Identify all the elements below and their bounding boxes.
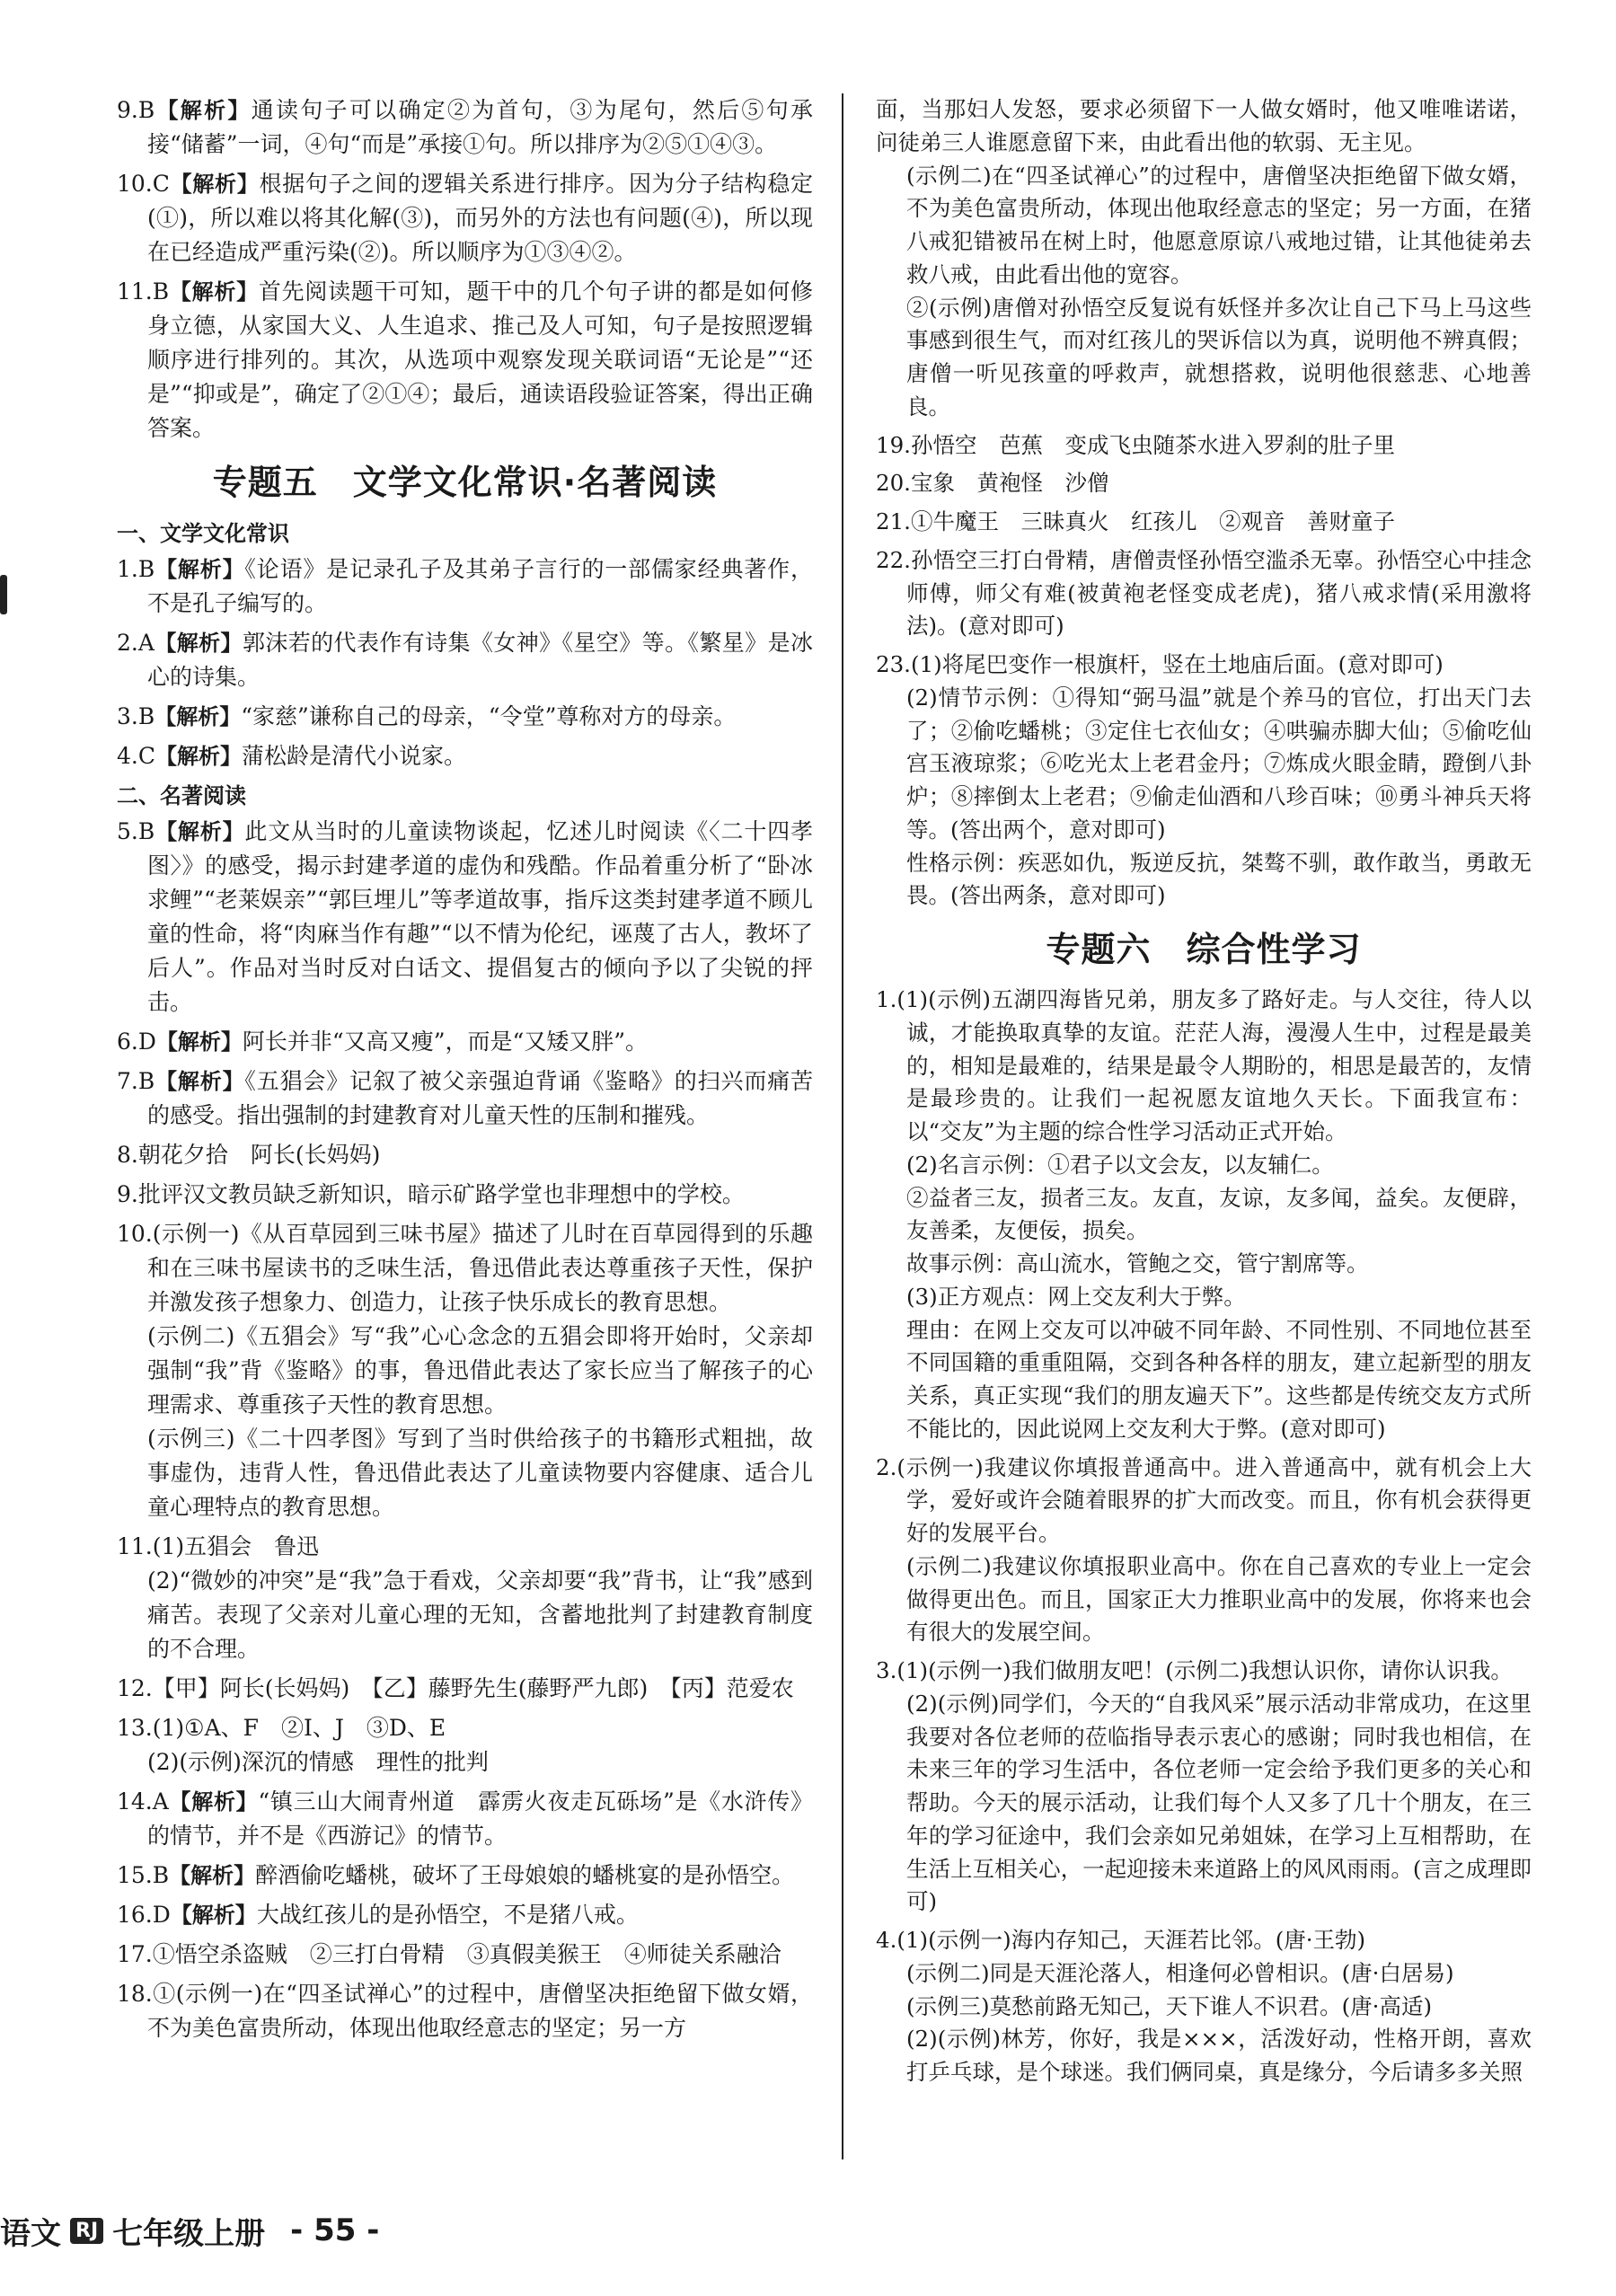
answer-number: 14.A: [117, 1788, 169, 1815]
answer-text: 批评汉文教员缺乏新知识，暗示矿路学堂也非理想中的学校。: [137, 1181, 745, 1207]
answer-item: [117, 1217, 813, 1524]
answer-line: [876, 1248, 1532, 1281]
answer-item: [876, 506, 1532, 539]
answer-text: (2)“微妙的冲突”是“我”急于看戏，父亲却要“我”背书，让“我”感到痛苦。表现了父亲对儿童心理的无知，含蓄地批判了封建教育制度的不合理。: [147, 1567, 813, 1662]
answer-number: 23.: [876, 651, 911, 677]
answer-line: [876, 1550, 1532, 1649]
answer-line: [876, 467, 1532, 500]
answer-number: 12.: [117, 1675, 153, 1701]
answer-number: 17.: [117, 1941, 153, 1967]
answer-text: 故事示例：高山流水，管鲍之交，管宁割席等。: [906, 1250, 1369, 1276]
answer-text: 蒲松龄是清代小说家。: [241, 743, 466, 769]
answer-item: [117, 1178, 813, 1212]
section-heading: 二、名著阅读: [117, 783, 246, 808]
answer-line: [876, 1149, 1532, 1182]
answer-text: 【甲】阿长(长妈妈) 【乙】藤野先生(藤野严九郎) 【丙】范爱农: [152, 1675, 794, 1701]
analysis-tag: 【解析】: [155, 704, 242, 729]
answer-text: (示例二)《五猖会》写“我”心心念念的五猖会即将开始时，父亲却强制“我”背《鉴略》的事，鲁迅借此表达了家长应当了解孩子的心理需求、尊重孩子天性的教育思想。: [147, 1323, 813, 1417]
answer-text: (1)五猖会 鲁迅: [152, 1533, 320, 1559]
answer-line: [876, 1991, 1532, 2024]
answer-list: [117, 93, 813, 446]
answer-text: 通读句子可以确定②为首句，③为尾句，然后⑤句承接“储蓄”一词，④句“而是”承接①句。所以排序为②⑤①④③。: [147, 97, 813, 157]
answer-line: [117, 167, 813, 269]
answer-number: 4.: [876, 1927, 897, 1953]
answer-line: [117, 739, 813, 773]
answer-line: [876, 1924, 1532, 1957]
answer-item: [117, 552, 813, 621]
answer-text: 郭沫若的代表作有诗集《女神》《星空》等。《繁星》是冰心的诗集。: [147, 630, 813, 690]
answer-text: ①悟空杀盗贼 ②三打白骨精 ③真假美猴王 ④师徒关系融洽: [152, 1941, 782, 1967]
answer-list: [876, 93, 1532, 913]
answer-number: 9.B: [117, 97, 155, 123]
answer-item: [117, 815, 813, 1020]
answer-line: [876, 1314, 1532, 1446]
answer-number: 3.: [876, 1657, 897, 1683]
edition-badge: RJ: [70, 2218, 103, 2244]
answer-line: [876, 292, 1532, 424]
answer-text: ②(示例)唐僧对孙悟空反复说有妖怪并多次让自己下马上马这些事感到很生气，而对红孩儿的哭诉信以为真，说明他不辨真假；唐僧一听见孩童的呼救声，就想搭救，说明他很慈悲、心地善良。: [906, 294, 1532, 419]
answer-text: 根据句子之间的逻辑关系进行排序。因为分子结构稳定(①)，所以难以将其化解(③)，而另外的方法也有问题(④)，所以现在已经造成严重污染(②)。所以顺序为①③④②。: [147, 171, 813, 265]
answer-text: (2)情节示例：①得知“弼马温”就是个养马的官位，打出天门去了；②偷吃蟠桃；③定住七衣仙女；④哄骗赤脚大仙；⑤偷吃仙宫玉液琼浆；⑥吃光太上老君金丹；⑦炼成火眼金睛，蹬倒八卦炉；⑧摔倒太上老君；⑨偷走仙酒和八珍百味；⑩勇斗神兵天将等。(答出两个，意对即可): [906, 684, 1532, 843]
answer-item: [876, 649, 1532, 913]
answer-text: 此文从当时的儿童读物谈起，忆述儿时阅读《〈二十四孝图〉》的感受，揭示封建孝道的虚伪和残酷。作品着重分析了“卧冰求鲤”“老莱娱亲”“郭巨埋儿”等孝道故事，指斥这类封建孝道不顾儿童的性命，将“肉麻当作有趣”“以不情为伦纪，诬蔑了古人，教坏了后人”。作品对当时反对白话文、提倡复古的倾向予以了尖锐的抨击。: [147, 818, 813, 1015]
answer-line: [876, 506, 1532, 539]
answer-text: “镇三山大闹青州道 霹雳火夜走瓦砾场”是《水浒传》的情节，并不是《西游记》的情节。: [147, 1788, 813, 1849]
answer-item: [117, 1785, 813, 1853]
answer-line: [117, 1422, 813, 1524]
answer-number: 18.: [117, 1981, 153, 2007]
answer-item: [117, 700, 813, 734]
answer-number: 7.B: [117, 1068, 155, 1094]
answer-line: [876, 544, 1532, 643]
answer-item: [117, 1064, 813, 1133]
answer-line: [117, 1938, 813, 1972]
answer-item: [117, 1711, 813, 1779]
right-column: [876, 93, 1532, 2095]
topic-five-title: 专题五 文学文化常识·名著阅读: [212, 463, 718, 502]
answer-number: 11.: [117, 1533, 153, 1559]
answer-item: [117, 275, 813, 446]
answer-text: (示例二)同是天涯沦落人，相逢何必曾相识。(唐·白居易): [906, 1959, 1454, 1986]
answer-text: (示例二)我建议你填报职业高中。你在自己喜欢的专业上一定会做得更出色。而且，国家正大力推职业高中的发展，你将来也会有很大的发展空间。: [906, 1552, 1532, 1646]
answer-number: 5.B: [117, 818, 155, 844]
answer-line: [117, 1138, 813, 1172]
answer-line: [117, 1785, 813, 1853]
answer-item: [117, 1530, 813, 1666]
answer-text: 理由：在网上交友可以冲破不同年龄、不同性别、不同地位甚至不同国籍的重重阻隔，交到各种各样的朋友，建立起新型的朋友关系，真正实现“我们的朋友遍天下”。这些都是传统交友方式所不能比的，因此说网上交友利大于弊。(意对即可): [906, 1316, 1532, 1442]
answer-number: 22.: [876, 546, 911, 573]
answer-text: (3)正方观点：网上交友利大于弊。: [906, 1283, 1246, 1310]
answer-number: 6.D: [117, 1029, 156, 1055]
answer-line: [117, 626, 813, 694]
analysis-tag: 【解析】: [155, 744, 242, 769]
section-heading: 一、文学文化常识: [117, 521, 289, 546]
answer-line: [876, 1452, 1532, 1550]
answer-number: 1.B: [117, 556, 155, 582]
answer-item: [117, 1859, 813, 1893]
edge-mark: [0, 575, 7, 614]
answer-line: [117, 1859, 813, 1893]
answer-number: 16.D: [117, 1902, 171, 1928]
answer-item: [117, 1977, 813, 2045]
left-column: [117, 93, 813, 2051]
answer-item: [117, 1138, 813, 1172]
answer-number: 10.C: [117, 171, 170, 197]
answer-number: 2.A: [117, 630, 155, 656]
answer-line: [117, 275, 813, 446]
answer-number: 11.B: [117, 278, 170, 305]
answer-text: (2)(示例)深沉的情感 理性的批判: [147, 1749, 489, 1775]
analysis-tag: 【解析】: [169, 1863, 256, 1888]
answer-number: 9.: [117, 1181, 138, 1207]
answer-text: (2)(示例)同学们，今天的“自我风采”展示活动非常成功，在这里我要对各位老师的莅临指导表示衷心的感谢；同时我也相信，在未来三年的学习生活中，各位老师一定会给予我们更多的关心和帮助。今天的展示活动，让我们每个人又多了几十个朋友，在三年的学习征途中，我们会亲如兄弟姐妹，在学习上互相帮助，在生活上互相关心，一起迎接未来道路上的风风雨雨。(言之成理即可): [906, 1690, 1532, 1915]
answer-item: [117, 626, 813, 694]
answer-text: 阿长并非“又高又瘦”，而是“又矮又胖”。: [242, 1029, 649, 1055]
answer-text: 《五猖会》记叙了被父亲强迫背诵《鉴略》的扫兴而痛苦的感受。指出强制的封建教育对儿童天性的压制和摧残。: [147, 1068, 813, 1128]
analysis-tag: 【解析】: [155, 1069, 245, 1094]
answer-text: ①(示例一)在“四圣试禅心”的过程中，唐僧坚决拒绝留下做女婿，不为美色富贵所动，体现出他取经意志的坚定；另一方: [147, 1981, 813, 2041]
answer-line: [876, 429, 1532, 463]
answer-number: 20.: [876, 470, 911, 497]
answer-line: [876, 93, 1532, 160]
answer-item: [876, 544, 1532, 643]
answer-line: [876, 160, 1532, 292]
topic-six-title: 专题六 综合性学习: [1046, 930, 1362, 969]
answer-line: [117, 1898, 813, 1932]
answer-item: [117, 1938, 813, 1972]
answer-item: [117, 167, 813, 269]
answer-item: [117, 1025, 813, 1059]
answer-item: [117, 739, 813, 773]
answer-item: [876, 429, 1532, 463]
answer-item: [876, 467, 1532, 500]
answer-line: [117, 815, 813, 1020]
page-footer: [0, 2208, 379, 2253]
answer-text: ①牛魔王 三昧真火 红孩儿 ②观音 善财童子: [910, 508, 1395, 534]
analysis-tag: 【解析】: [155, 1029, 243, 1055]
analysis-tag: 【解析】: [169, 172, 260, 197]
answer-line: [876, 1281, 1532, 1314]
analysis-tag: 【解析】: [155, 98, 252, 123]
answer-line: [876, 1688, 1532, 1919]
answer-item: [876, 1655, 1532, 1919]
answer-line: [117, 1178, 813, 1212]
answer-text: (1)①A、F ②I、J ③D、E: [152, 1715, 446, 1741]
answer-text: 醉酒偷吃蟠桃，破坏了王母娘娘的蟠桃宴的是孙悟空。: [255, 1862, 795, 1888]
answer-item: [876, 93, 1532, 424]
analysis-tag: 【解析】: [155, 557, 245, 582]
answer-text: (2)名言示例：①君子以文会友，以友辅仁。: [906, 1151, 1334, 1178]
answer-number: 4.C: [117, 743, 155, 769]
answer-text: (1)(示例)五湖四海皆兄弟，朋友多了路好走。与人交往，待人以诚，才能换取真挚的友谊。茫茫人海，漫漫人生中，过程是最美的，相知是最难的，结果是最令人期盼的，相思是最苦的，友情是最珍贵的。让我们一起祝愿友谊地久天长。下面我宣布：以“交友”为主题的综合性学习活动正式开始。: [896, 986, 1532, 1144]
page-number: - 55 -: [290, 2212, 380, 2248]
answer-line: [117, 1025, 813, 1059]
answer-text: ②益者三友，损者三友。友直，友谅，友多闻，益矣。友便辟，友善柔，友便佞，损矣。: [906, 1184, 1532, 1244]
answer-text: 面，当那妇人发怒，要求必须留下一人做女婿时，他又唯唯诺诺，问徒弟三人谁愿意留下来，由此看出他的软弱、无主见。: [876, 96, 1532, 155]
answer-text: 《论语》是记录孔子及其弟子言行的一部儒家经典著作，不是孔子编写的。: [147, 556, 813, 616]
answer-line: [117, 552, 813, 621]
answer-number: 1.: [876, 986, 897, 1012]
answer-text: 孙悟空 芭蕉 变成飞虫随茶水进入罗刹的肚子里: [910, 431, 1395, 458]
answer-line: [117, 700, 813, 734]
column-divider: [842, 93, 843, 2159]
analysis-tag: 【解析】: [154, 631, 243, 656]
answer-line: [117, 93, 813, 162]
answer-line: [876, 984, 1532, 1149]
answer-text: (示例二)在“四圣试禅心”的过程中，唐僧坚决拒绝留下做女婿，不为美色富贵所动，体现出他取经意志的坚定；另一方面，在猪八戒犯错被吊在树上时，他愿意原谅八戒地过错，让其他徒弟去救八戒，由此看出他的宽容。: [906, 162, 1532, 287]
analysis-tag: 【解析】: [169, 279, 259, 305]
answer-text: (示例三)莫愁前路无知己，天下谁人不识君。(唐·高适): [906, 1992, 1433, 2019]
answer-number: 2.: [876, 1453, 897, 1480]
analysis-tag: 【解析】: [170, 1903, 257, 1928]
answer-text: 宝象 黄袍怪 沙僧: [910, 470, 1109, 497]
grade-label: 七年级上册: [112, 2215, 266, 2252]
subject-label: 语文: [0, 2215, 61, 2252]
answer-line: [117, 1217, 813, 1320]
answer-list: [876, 984, 1532, 2089]
answer-number: 19.: [876, 431, 911, 458]
answer-line: [117, 1977, 813, 2045]
answer-line: [117, 1745, 813, 1779]
answer-text: 性格示例：疾恶如仇，叛逆反抗，桀骜不驯，敢作敢当，勇敢无畏。(答出两条，意对即可): [906, 849, 1532, 909]
answer-line: [876, 649, 1532, 682]
answer-item: [117, 1898, 813, 1932]
answer-line: [117, 1711, 813, 1745]
answer-line: [876, 1957, 1532, 1991]
answer-text: “家慈”谦称自己的母亲，“令堂”尊称对方的母亲。: [241, 703, 737, 729]
answer-item: [876, 1452, 1532, 1650]
answer-line: [876, 847, 1532, 914]
answer-list: [117, 815, 813, 2045]
answer-item: [876, 1924, 1532, 2089]
answer-text: (示例一)《从百草园到三味书屋》描述了儿时在百草园得到的乐趣和在三味书屋读书的乏味生活，鲁迅借此表达尊重孩子天性，保护并激发孩子想象力、创造力，让孩子快乐成长的教育思想。: [147, 1221, 813, 1315]
answer-number: 8.: [117, 1142, 138, 1168]
analysis-tag: 【解析】: [168, 1789, 259, 1815]
answer-number: 10.: [117, 1221, 153, 1247]
answer-text: (示例一)我建议你填报普通高中。进入普通高中，就有机会上大学，爱好或许会随着眼界的扩大而改变。而且，你有机会获得更好的发展平台。: [896, 1453, 1532, 1546]
answer-text: (1)(示例一)海内存知己，天涯若比邻。(唐·王勃): [896, 1927, 1366, 1953]
answer-line: [117, 1320, 813, 1422]
answer-text: 朝花夕拾 阿长(长妈妈): [137, 1142, 381, 1168]
answer-line: [117, 1530, 813, 1564]
answer-text: 孙悟空三打白骨精，唐僧责怪孙悟空滥杀无辜。孙悟空心中挂念师傅，师父有难(被黄袍老怪变成老虎)，猪八戒求情(采用激将法)。(意对即可): [906, 546, 1532, 640]
answer-line: [876, 1182, 1532, 1249]
answer-line: [117, 1564, 813, 1666]
answer-item: [117, 93, 813, 162]
answer-text: 大战红孩儿的是孙悟空，不是猪八戒。: [256, 1902, 639, 1928]
answer-number: 15.B: [117, 1862, 170, 1888]
answer-line: [876, 1655, 1532, 1688]
answer-number: 3.B: [117, 703, 155, 729]
answer-line: [117, 1672, 813, 1706]
answer-number: 21.: [876, 508, 911, 534]
answer-line: [117, 1064, 813, 1133]
answer-text: (1)(示例一)我们做朋友吧！(示例二)我想认识你，请你认识我。: [896, 1657, 1513, 1683]
answer-item: [876, 984, 1532, 1446]
answer-number: 13.: [117, 1715, 153, 1741]
answer-text: (示例三)《二十四孝图》写到了当时供给孩子的书籍形式粗拙，故事虚伪，违背人性，鲁迅借此表达了儿童读物要内容健康、适合儿童心理特点的教育思想。: [147, 1426, 813, 1520]
answer-line: [876, 2023, 1532, 2089]
answer-list: [117, 552, 813, 773]
answer-text: (1)将尾巴变作一根旗杆，竖在土地庙后面。(意对即可): [910, 651, 1444, 677]
answer-item: [117, 1672, 813, 1706]
analysis-tag: 【解析】: [155, 819, 245, 844]
answer-line: [876, 682, 1532, 847]
answer-text: 首先阅读题干可知，题干中的几个句子讲的都是如何修身立德，从家国大义、人生追求、推己及人可知，句子是按照逻辑顺序进行排列的。其次，从选项中观察发现关联词语“无论是”“还是”“抑或是”，确定了②①④；最后，通读语段验证答案，得出正确答案。: [147, 278, 813, 441]
answer-text: (2)(示例)林芳，你好，我是×××，活泼好动，性格开朗，喜欢打乒乓球，是个球迷。我们俩同桌，真是缘分，今后请多多关照: [906, 2026, 1532, 2085]
